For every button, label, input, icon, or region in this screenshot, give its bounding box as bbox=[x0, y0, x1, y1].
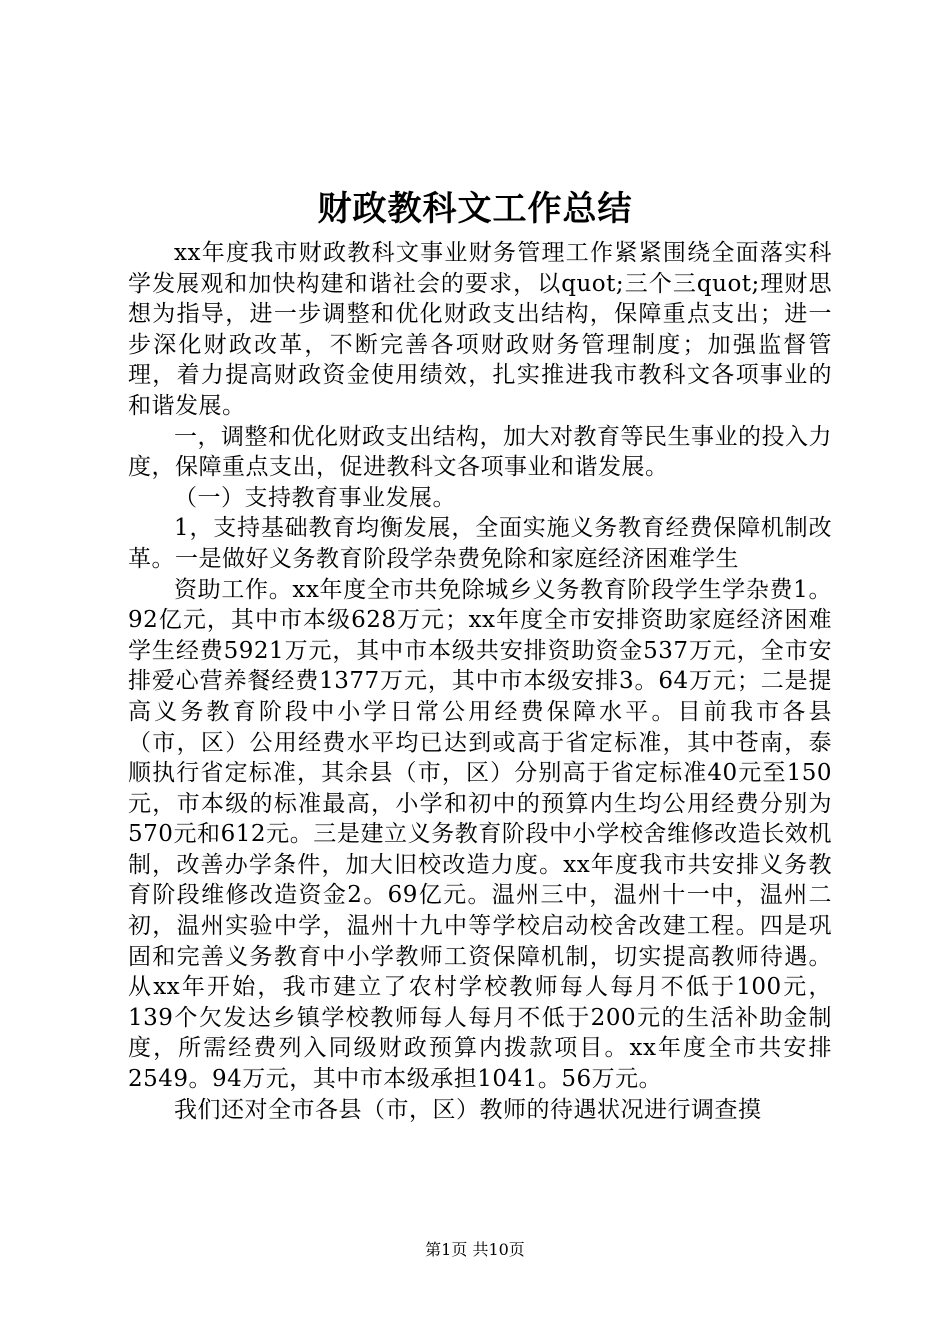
paragraph-section-1: 一，调整和优化财政支出结构，加大对教育等民生事业的投入力度，保障重点支出，促进教科文各项事业和谐发展。 bbox=[128, 423, 832, 481]
document-title: 财政教科文工作总结 bbox=[317, 189, 633, 229]
paragraph-subsection-1: （一）支持教育事业发展。 bbox=[174, 484, 456, 511]
paragraph-intro: xx年度我市财政教科文事业财务管理工作紧紧围绕全面落实科学发展观和加快构建和谐社会的要求，以quot;三个三quot;理财思想为指导，进一步调整和优化财政支出结构，保障重点支出；进一步深化财政改革，不断完善各项财政财务管理制度；加强监督管理，着力提高财政资金使用绩效，扎实推进我市教科文各项事业的和谐发展。 bbox=[128, 240, 832, 419]
paragraph-subsidy: 资助工作。xx年度全市共免除城乡义务教育阶段学生学杂费1。92亿元，其中市本级628万元；xx年度全市安排资助家庭经济困难学生经费5921万元，其中市本级共安排资助资金537万元，全市安排爱心营养餐经费1377万元，其中市本级安排3。64万元；二是提高义务教育阶段中小学日常公用经费保障水平。目前我市各县（市，区）公用经费水平均已达到或高于省定标准，其中苍南，泰顺执行省定标准，其余县（市，区）分别高于省定标准40元至150元，市本级的标准最高，小学和初中的预算内生均公用经费分别为570元和612元。三是建立义务教育阶段中小学校舍维修改造长效机制，改善办学条件，加大旧校改造力度。xx年度我市共安排义务教育阶段维修改造资金2。69亿元。温州三中，温州十一中，温州二初，温州实验中学，温州十九中等学校启动校舍改建工程。四是巩固和完善义务教育中小学教师工资保障机制，切实提高教师待遇。从xx年开始，我市建立了农村学校教师每人每月不低于100元，139个欠发达乡镇学校教师每人每月不低于200元的生活补助金制度，所需经费列入同级财政预算内拨款项目。xx年度全市共安排2549。94万元，其中市本级承担1041。56万元。 bbox=[128, 576, 832, 1093]
paragraph-item-1: 1，支持基础教育均衡发展，全面实施义务教育经费保障机制改革。一是做好义务教育阶段学杂费免除和家庭经济困难学生 bbox=[128, 515, 832, 572]
paragraph-survey: 我们还对全市各县（市，区）教师的待遇状况进行调查摸 bbox=[174, 1096, 762, 1123]
page-number: 第1页 共10页 bbox=[425, 1240, 525, 1259]
document-body bbox=[128, 238, 832, 1125]
